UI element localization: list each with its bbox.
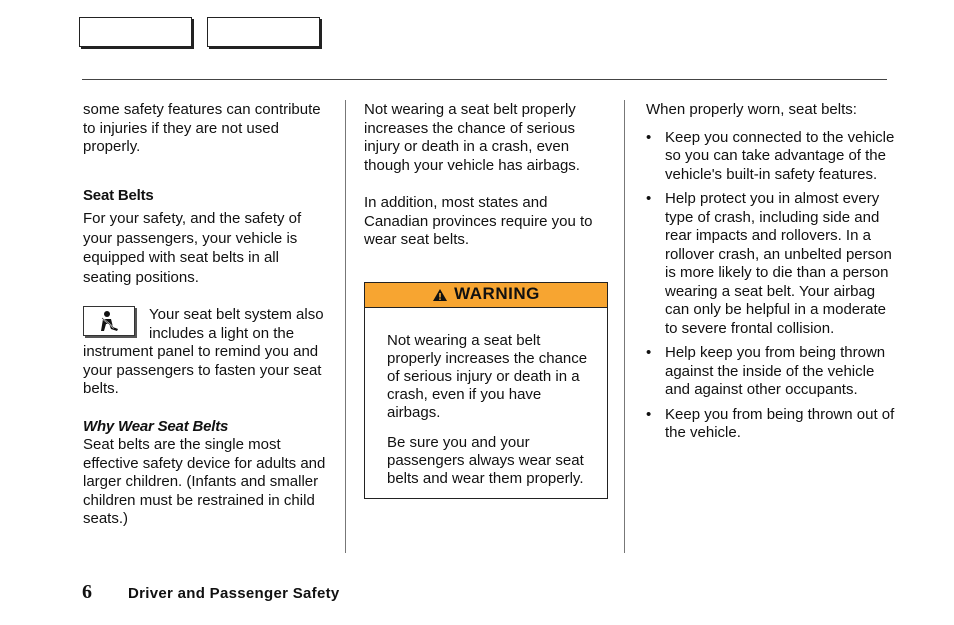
- warning-text-2: Be sure you and your passengers always wear seat belts and wear them properly.: [387, 433, 584, 487]
- column-divider-1: [345, 100, 346, 553]
- section-title: Driver and Passenger Safety: [128, 585, 340, 602]
- warning-body: [365, 308, 607, 498]
- list-item: • Help keep you from being thrown against the inside of the vehicle and against other occupants.: [646, 344, 896, 400]
- page-number: 6: [82, 581, 92, 603]
- seat-belts-heading: Seat Belts: [83, 186, 154, 204]
- benefits-list: [646, 129, 896, 443]
- previous-page-button[interactable]: [79, 17, 192, 47]
- legal-requirement-text: In addition, most states and Canadian provinces require you to wear seat belts.: [364, 194, 593, 248]
- next-page-button[interactable]: [207, 17, 320, 47]
- right-column: [646, 101, 896, 449]
- why-wear-heading: Why Wear Seat Belts: [83, 417, 229, 435]
- list-item: • Keep you connected to the vehicle so you can take advantage of the vehicle's built-in safety features.: [646, 129, 896, 185]
- warning-header: [365, 283, 607, 308]
- reminder-text: Your seat belt system also includes a light on the instrument panel to remind you and your passengers to fasten your seat belts.: [83, 306, 324, 397]
- list-item: • Keep you from being thrown out of the vehicle.: [646, 406, 896, 443]
- warning-triangle-icon: [432, 288, 448, 302]
- intro-text: some safety features can contribute to injuries if they are not used properly.: [83, 101, 321, 155]
- header-rule: [82, 79, 887, 80]
- middle-column: [364, 101, 610, 499]
- warning-box: [364, 282, 608, 499]
- column-divider-2: [624, 100, 625, 553]
- seat-belt-reminder-icon: [83, 306, 135, 336]
- left-column: [83, 101, 328, 529]
- benefits-intro: When properly worn, seat belts:: [646, 101, 857, 118]
- seat-belts-body: For your safety, and the safety of your passengers, your vehicle is equipped with seat belts in all seating positions.: [83, 210, 302, 286]
- seat-belt-risk-text: Not wearing a seat belt properly increases the chance of serious injury or death in a crash, even though your vehicle has airbags.: [364, 101, 580, 174]
- warning-text-1: Not wearing a seat belt properly increases the chance of serious injury or death in a crash, even if you have airbags.: [387, 331, 588, 421]
- why-wear-body: Seat belts are the single most effective safety device for adults and larger children. (Infants and smaller children must be restrained in child seats.): [83, 436, 326, 527]
- list-item: • Help protect you in almost every type of crash, including side and rear impacts and rollovers. In a rollover crash, an unbelted person is more likely to die than a person wearing a seat belt. Your airbag can only be helpful in a moderate to severe frontal collision.: [646, 190, 896, 338]
- reminder-block: [83, 306, 328, 399]
- warning-label: WARNING: [454, 284, 540, 304]
- page-footer: [82, 581, 340, 604]
